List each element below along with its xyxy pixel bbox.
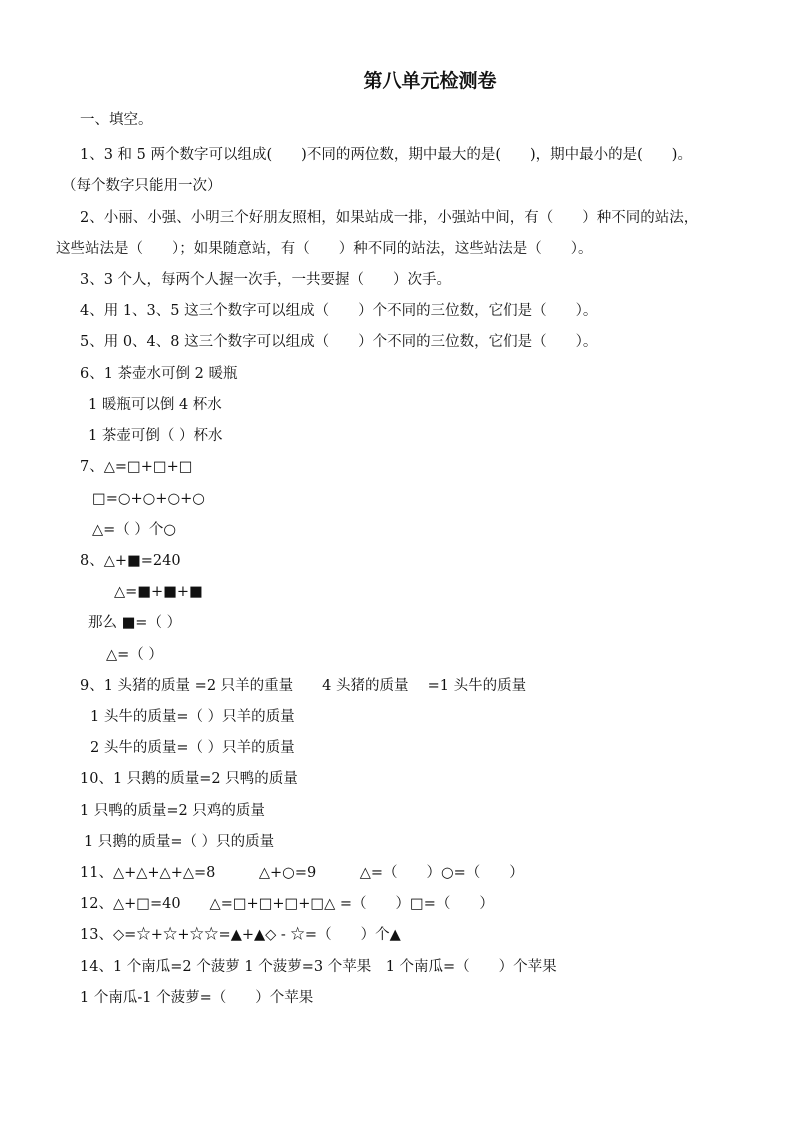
question-14: 14、1 个南瓜=2 个菠萝 1 个菠萝=3 个苹果 1 个南瓜=（ ）个苹果 bbox=[80, 959, 557, 975]
question-10-line-2: 1 只鸭的质量=2 只鸡的质量 bbox=[80, 803, 265, 819]
question-6: 6、1 茶壶水可倒 2 暖瓶 bbox=[80, 366, 238, 382]
question-11: 11、△+△+△+△=8 △+○=9 △=（ ）○=（ ） bbox=[80, 865, 524, 881]
question-8-line-3: 那么 ■=（ ） bbox=[88, 615, 182, 631]
question-5: 5、用 0、4、8 这三个数字可以组成（ ）个不同的三位数，它们是（ ）。 bbox=[80, 334, 598, 350]
question-14-line-2: 1 个南瓜-1 个菠萝=（ ）个苹果 bbox=[80, 990, 314, 1006]
question-12: 12、△+□=40 △=□+□+□+□△ =（ ）□=（ ） bbox=[80, 896, 494, 912]
question-7: 7、△=□+□+□ bbox=[80, 459, 193, 475]
question-7-line-3: △=（ ）个○ bbox=[92, 522, 177, 538]
question-7-line-2: □=○+○+○+○ bbox=[92, 491, 205, 507]
question-9-line-2: 1 头牛的质量=（ ）只羊的质量 bbox=[90, 709, 295, 725]
question-10: 10、1 只鹅的质量=2 只鸭的质量 bbox=[80, 771, 298, 787]
question-13: 13、◇=☆+☆+☆☆=▲+▲◇ - ☆=（ ）个▲ bbox=[80, 927, 401, 943]
question-9-line-3: 2 头牛的质量=（ ）只羊的质量 bbox=[90, 740, 295, 756]
question-8: 8、△+■=240 bbox=[80, 553, 181, 569]
page-title: 第八单元检测卷 bbox=[363, 70, 497, 92]
question-2-continued: 这些站法是（ ）；如果随意站，有（ ）种不同的站法，这些站法是（ ）。 bbox=[56, 241, 593, 257]
question-8-line-4: △=（ ） bbox=[106, 647, 163, 663]
question-6-line-3: 1 茶壶可倒（ ）杯水 bbox=[88, 428, 223, 444]
question-10-line-3: 1 只鹅的质量=（ ）只的质量 bbox=[84, 834, 275, 850]
question-1-note: （每个数字只能用一次） bbox=[62, 178, 222, 194]
question-6-line-2: 1 暖瓶可以倒 4 杯水 bbox=[88, 397, 222, 413]
question-1: 1、3 和 5 两个数字可以组成( )不同的两位数，期中最大的是( )，期中最小的是( )。 bbox=[80, 147, 692, 163]
question-8-line-2: △=■+■+■ bbox=[114, 584, 203, 600]
question-9: 9、1 头猪的质量 =2 只羊的重量 4 头猪的质量 =1 头牛的质量 bbox=[80, 678, 527, 694]
section-heading-fill-blank: 一、填空。 bbox=[80, 112, 153, 128]
question-2: 2、小丽、小强、小明三个好朋友照相，如果站成一排，小强站中间，有（ ）种不同的站法， bbox=[80, 210, 699, 226]
question-4: 4、用 1、3、5 这三个数字可以组成（ ）个不同的三位数，它们是（ ）。 bbox=[80, 303, 598, 319]
question-3: 3、3 个人，每两个人握一次手，一共要握（ ）次手。 bbox=[80, 272, 452, 288]
